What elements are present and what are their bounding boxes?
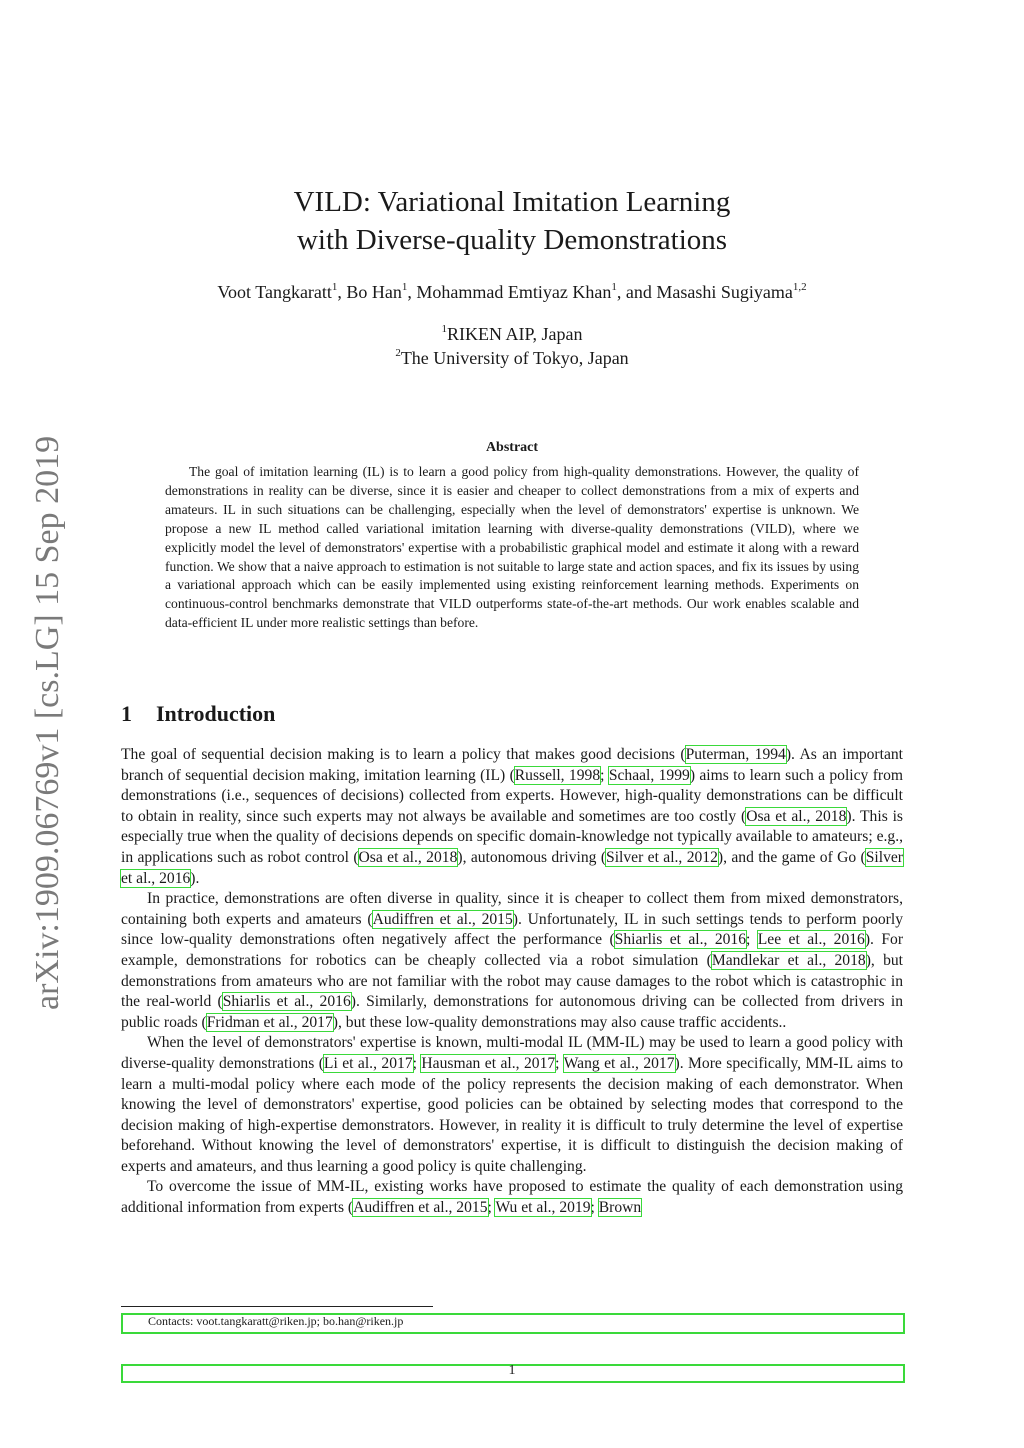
citation-link[interactable]: Osa et al., 2018 [746, 807, 847, 825]
paragraph-text: ). [190, 869, 200, 887]
citation-link[interactable]: Osa et al., 2018 [358, 848, 458, 866]
paragraph-text: ). More specifically, MM-IL aims to learn a multi-modal policy where each mode of the policy represents the decision making of each demonstrator. When knowing the level of demonstrators' expertise, good policies can be obtained by selecting modes that correspond to the decision making of high-expertise demonstrators. However, in reality it is difficult to truly determine the level of expertise beforehand. Without knowing the level of demonstrators' expertise, it is difficult to distinguish the decision making of experts and amateurs, and thus learning a good policy is quite challenging. [121, 1054, 904, 1175]
author-affil-sup: 1 [611, 281, 617, 293]
paragraph-text: ; [600, 766, 609, 784]
paragraph-text: To overcome the issue of MM-IL, existing works have proposed to estimate the quality of each demonstration using additional information from experts ( [121, 1178, 903, 1217]
paragraph-text: In practice, demonstrations are often diverse in quality, since it is cheaper to collect them from mixed demonstrators, containing both experts and amateurs ( [121, 890, 903, 928]
author: Bo Han [346, 282, 402, 302]
citation-link[interactable]: Wang et al., 2017 [563, 1054, 675, 1072]
citation-link[interactable]: Shiarlis et al., 2016 [222, 993, 351, 1011]
paper-title [0, 183, 1024, 259]
paragraph-text: ). As an important branch of sequential decision making, imitation learning (IL) ( [121, 746, 904, 784]
citation-link[interactable]: Fridman et al., 2017 [206, 1013, 333, 1031]
paragraph-text: ; [746, 931, 758, 949]
page-number: 1 [508, 1363, 516, 1378]
author-affil-sup: 1 [331, 281, 338, 293]
citation-link[interactable]: Audiffren et al., 2015 [372, 910, 513, 928]
citation-link[interactable]: Hausman et al., 2017 [421, 1054, 556, 1072]
author: Masashi Sugiyama [656, 282, 793, 302]
intro-paragraph [121, 745, 903, 889]
title-line-2: with Diverse-quality Demonstrations [296, 224, 728, 256]
paragraph-text: ). For example, demonstrations for robotics can be cheaply collected via a robot simulation ( [121, 931, 904, 969]
footnote-rule [121, 1306, 433, 1307]
citation-link[interactable]: Silver et al., 2012 [606, 848, 718, 866]
paragraph-text: ). This is especially true when the quality of decisions depends on specific domain-knowledge not typically available to amateurs; e.g., in applications such as robot control ( [121, 807, 903, 866]
citation-link[interactable]: Russell, 1998 [514, 766, 601, 784]
paragraph-text: When the level of demonstrators' expertise is known, multi-modal IL (MM-IL) may be used to learn a good policy with diverse-quality demonstrations ( [121, 1034, 903, 1072]
affiliation [0, 322, 1024, 346]
author-affil-sup: 1,2 [792, 281, 807, 293]
citation-link[interactable]: Shiarlis et al., 2016 [614, 931, 747, 949]
citation-link[interactable]: Mandlekar et al., 2018 [711, 951, 866, 969]
affiliation-text: RIKEN AIP, Japan [447, 324, 583, 344]
author: Voot Tangkaratt [217, 282, 332, 302]
intro-paragraph [121, 889, 903, 1033]
abstract-heading: Abstract [485, 440, 539, 455]
citation-link[interactable]: Silver et al., 2016 [121, 848, 903, 887]
section-number: 1 [121, 701, 132, 726]
paragraph-text: ), but demonstrations from amateurs who are not familiar with the robot may cause damages to the robot which is catastrophic in the real-world ( [121, 951, 903, 1011]
paragraph-text: ), and the game of Go ( [717, 848, 866, 866]
affiliations [0, 322, 1024, 370]
author-affil-sup: 1 [401, 281, 408, 293]
intro-paragraph [121, 1177, 903, 1218]
author-list: Voot Tangkaratt$^1$, Bo Han$^1$, Mohammad Emtiyaz Khan$^1$, and Masashi Sugiyama$^{1,2}$ [217, 281, 807, 302]
affiliation-sup: 2 [395, 347, 401, 359]
abstract-text: The goal of imitation learning (IL) is to learn a good policy from high-quality demonstrations. However, the quality of demonstrations in reality can be diverse, since it is easier and cheaper to collect demonstrations from a mix of experts and amateurs. IL in such situations can be challenging, especially when the level of demonstrators' expertise is unknown. We propose a new IL method called variational imitation learning with diverse-quality demonstrations (VILD), where we explicitly model the level of demonstrators' expertise with a probabilistic graphical model and estimate it along with a reward function. We show that a naive approach to estimation is not suitable to large state and action spaces, and fix its issues by using a variational approach which can be easily implemented using existing reinforcement learning methods. Experiments on continuous-control benchmarks demonstrate that VILD outperforms state-of-the-art methods. Our work enables scalable and data-efficient IL under more realistic settings than before. [165, 464, 859, 631]
citation-link[interactable]: Li et al., 2017 [323, 1054, 413, 1072]
intro-paragraph [121, 1033, 903, 1177]
paragraph-text: ), but these low-quality demonstrations may also cause traffic accidents.. [332, 1013, 787, 1031]
paragraph-text: ; [590, 1199, 599, 1217]
paragraph-text: ). Similarly, demonstrations for autonomous driving can be collected from drivers in public roads ( [121, 993, 903, 1031]
citation-link[interactable]: Puterman, 1994 [685, 746, 786, 763]
section-heading [121, 701, 275, 727]
paragraph-text: The goal of sequential decision making is to learn a policy that makes good decisions ( [121, 746, 686, 763]
paragraph-text: ). Unfortunately, IL in such settings tends to perform poorly since low-quality demonstrations often negatively affect the performance ( [121, 910, 903, 949]
section-title: Introduction [156, 701, 276, 726]
citation-link[interactable]: Schaal, 1999 [608, 766, 690, 784]
paragraph-text: ; [487, 1199, 496, 1217]
citation-link[interactable]: Brown [598, 1199, 642, 1217]
affiliation-text: The University of Tokyo, Japan [400, 348, 629, 368]
footnote-contacts: Contacts: voot.tangkaratt@riken.jp; bo.han@riken.jp [148, 1314, 404, 1328]
paragraph-text: ), autonomous driving ( [457, 848, 607, 866]
title-line-1: VILD: Variational Imitation Learning [293, 186, 731, 218]
paragraph-text: ) aims to learn such a policy from demonstrations (i.e., sequences of decisions) collected from experts. However, high-quality demonstrations can be difficult to obtain in reality, since such experts may not always be available and sometimes are too costly ( [121, 766, 904, 825]
citation-link[interactable]: Wu et al., 2019 [495, 1199, 591, 1217]
paragraph-text: ; [412, 1054, 422, 1072]
affiliation-sup: 1 [441, 323, 447, 335]
affiliation [0, 346, 1024, 370]
introduction-body [121, 745, 903, 1219]
citation-link[interactable]: Lee et al., 2016 [757, 931, 865, 949]
author: Mohammad Emtiyaz Khan [416, 282, 612, 302]
paragraph-text: ; [555, 1054, 564, 1072]
arxiv-sidebar-stamp: arXiv:1909.06769v1 [cs.LG] 15 Sep 2019 [29, 435, 66, 1010]
citation-link[interactable]: Audiffren et al., 2015 [353, 1199, 488, 1217]
